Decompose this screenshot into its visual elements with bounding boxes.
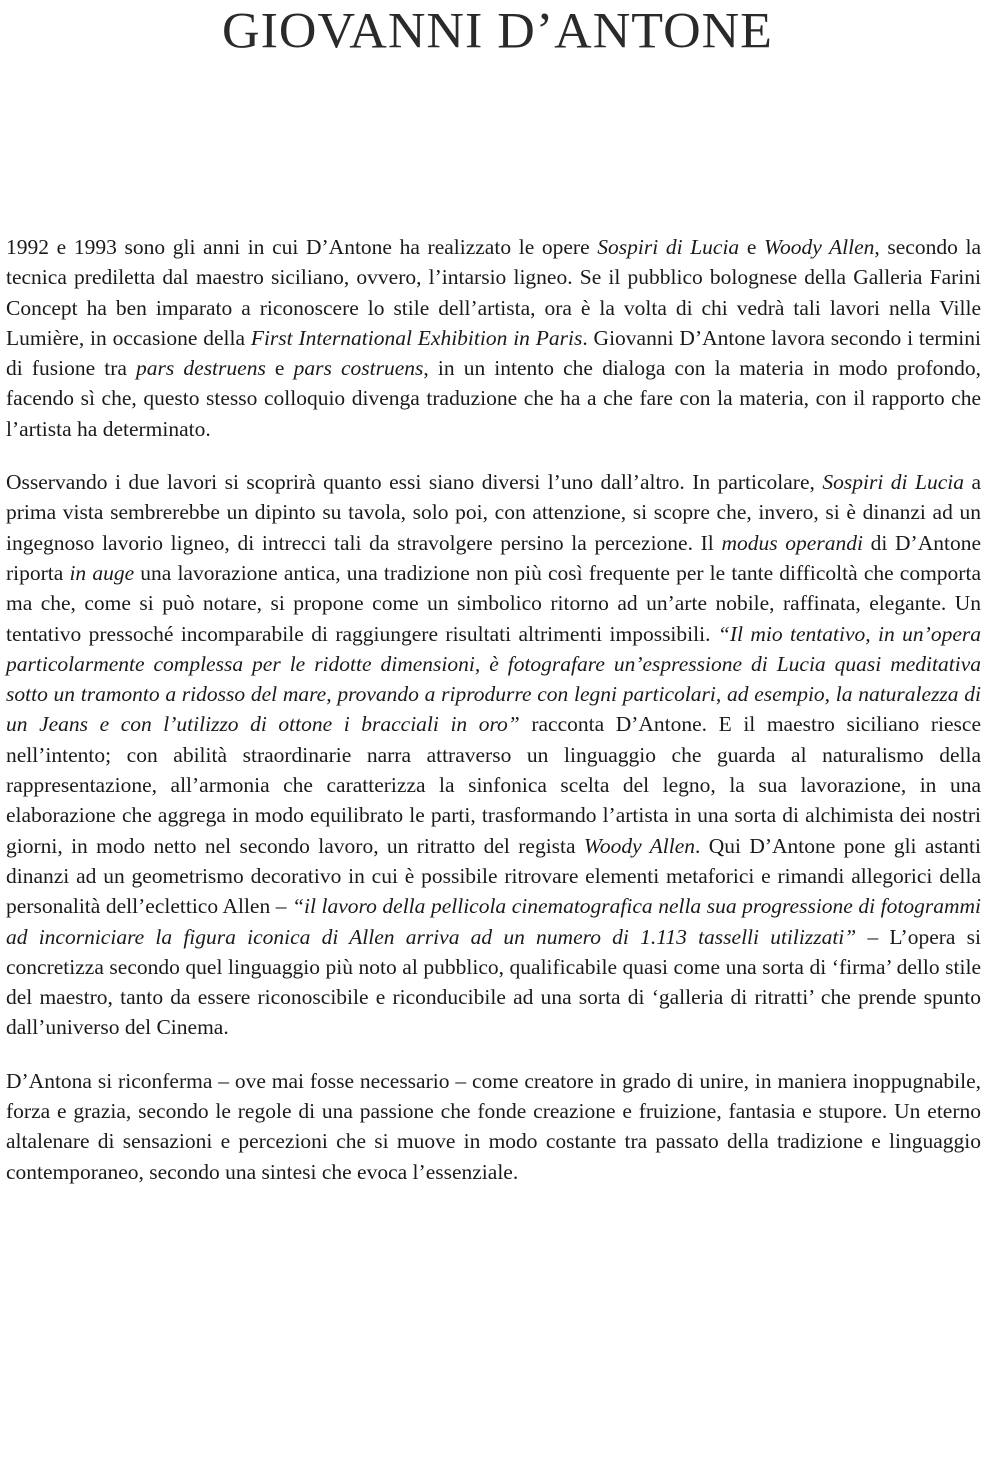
italic-title-span: First International Exhibition in Paris: [250, 325, 583, 350]
text-span: . Qui D’Antone pone gli astanti dinanzi ad un geometrismo decorativo in cui è possibile ritrovare elementi metaforici e rimandi allegorici della personalità dell’eclettico Allen –: [6, 833, 981, 919]
text-span: Osservando i due lavori si scoprirà quanto essi siano diversi l’uno dall’altro. In particolare,: [6, 470, 823, 495]
page-title: GIOVANNI D’ANTONE: [222, 3, 773, 60]
text-span: , secondo la tecnica prediletta dal maestro siciliano, ovvero, l’intarsio ligneo. Se il pubblico bolognese della Galleria Farini Concept ha ben imparato a riconoscere lo stile dell’artista, ora è la volta di chi vedrà tali lavori nella Ville Lumière, in occasione della: [6, 235, 981, 350]
text-span: una lavorazione antica, una tradizione non più così frequente per le tante difficoltà che comporta ma che, come si può notare, si propone come un simbolico ritorno ad un’arte nobile, raffinata, elegante. Un tentativo pressoché incomparabile di raggiungere risultati altrimenti impossibili.: [6, 560, 981, 646]
italic-term-span: modus operandi: [721, 530, 863, 555]
paragraph-1: [6, 232, 981, 444]
text-span: racconta D’Antone. E il maestro siciliano riesce nell’intento; con abilità straordinarie narra attraverso un linguaggio che guarda al naturalismo della rappresentazione, all’armonia che caratterizza la sinfonica scelta del legno, la sua lavorazione, in una elaborazione che aggrega in modo equilibrato le parti, trasformando l’artista in una sorta di alchimista dei nostri giorni, in modo netto nel secondo lavoro, un ritratto del regista: [6, 712, 981, 858]
paragraph-2: [6, 467, 981, 1043]
paragraph-3: [6, 1066, 981, 1187]
italic-quote-span: “Il mio tentativo, in un’opera particolarmente complessa per le ridotte dimensioni, è fotografare un’espressione di Lucia quasi meditativa sotto un tramonto a ridosso del mare, provando a riprodurre con legni particolari, ad esempio, la naturalezza di un Jeans e con l’utilizzo di ottone i bracciali in oro”: [6, 621, 981, 737]
italic-quote-span: “il lavoro della pellicola cinematografica nella sua progressione di fotogrammi ad incorniciare la figura iconica di Allen arriva ad un numero di 1.113 tasselli utilizzati”: [6, 894, 981, 949]
italic-term-span: pars costruens: [293, 356, 424, 381]
text-span: . Giovanni D’Antone lavora secondo i termini di fusione tra: [6, 325, 981, 381]
text-span: 1992 e 1993 sono gli anni in cui D’Antone ha realizzato le opere: [6, 235, 598, 259]
italic-title-span: Woody Allen: [583, 833, 695, 858]
italic-title-span: Sospiri di Lucia: [822, 470, 964, 495]
italic-term-span: in auge: [69, 560, 135, 585]
text-span: e: [739, 235, 765, 259]
italic-title-span: Woody Allen: [764, 235, 875, 259]
text-span: e: [265, 356, 294, 381]
text-span: a prima vista sembrerebbe un dipinto su tavola, solo poi, con attenzione, si scopre che, invero, si è dinanzi ad un ingegnoso lavorio ligneo, di intrecci tali da stravolgere persino la percezione. Il: [6, 470, 981, 555]
article-body: [6, 232, 981, 1187]
text-span: , in un intento che dialoga con la materia in modo profondo, facendo sì che, questo stesso colloquio divenga traduzione che ha a che fare con la materia, con il rapporto che l’artista ha determinato.: [6, 356, 981, 441]
text-span: D’Antona si riconferma – ove mai fosse necessario – come creatore in grado di unire, in maniera inoppugnabile, forza e grazia, secondo le regole di una passione che fonde creazione e fruizione, fantasia e stupore. Un eterno altalenare di sensazioni e percezioni che si muove in modo costante tra passato della tradizione e linguaggio contemporaneo, secondo una sintesi che evoca l’essenziale.: [6, 1068, 981, 1184]
text-span: di D’Antone riporta: [6, 530, 982, 585]
text-span: – L’opera si concretizza secondo quel linguaggio più noto al pubblico, qualificabile quasi come una sorta di ‘firma’ dello stile del maestro, tanto da essere riconoscibile e riconducibile ad una sorta di ‘galleria di ritratti’ che prende spunto dall’universo del Cinema.: [6, 924, 982, 1040]
italic-term-span: pars destruens: [136, 356, 266, 381]
italic-title-span: Sospiri di Lucia: [597, 235, 740, 259]
